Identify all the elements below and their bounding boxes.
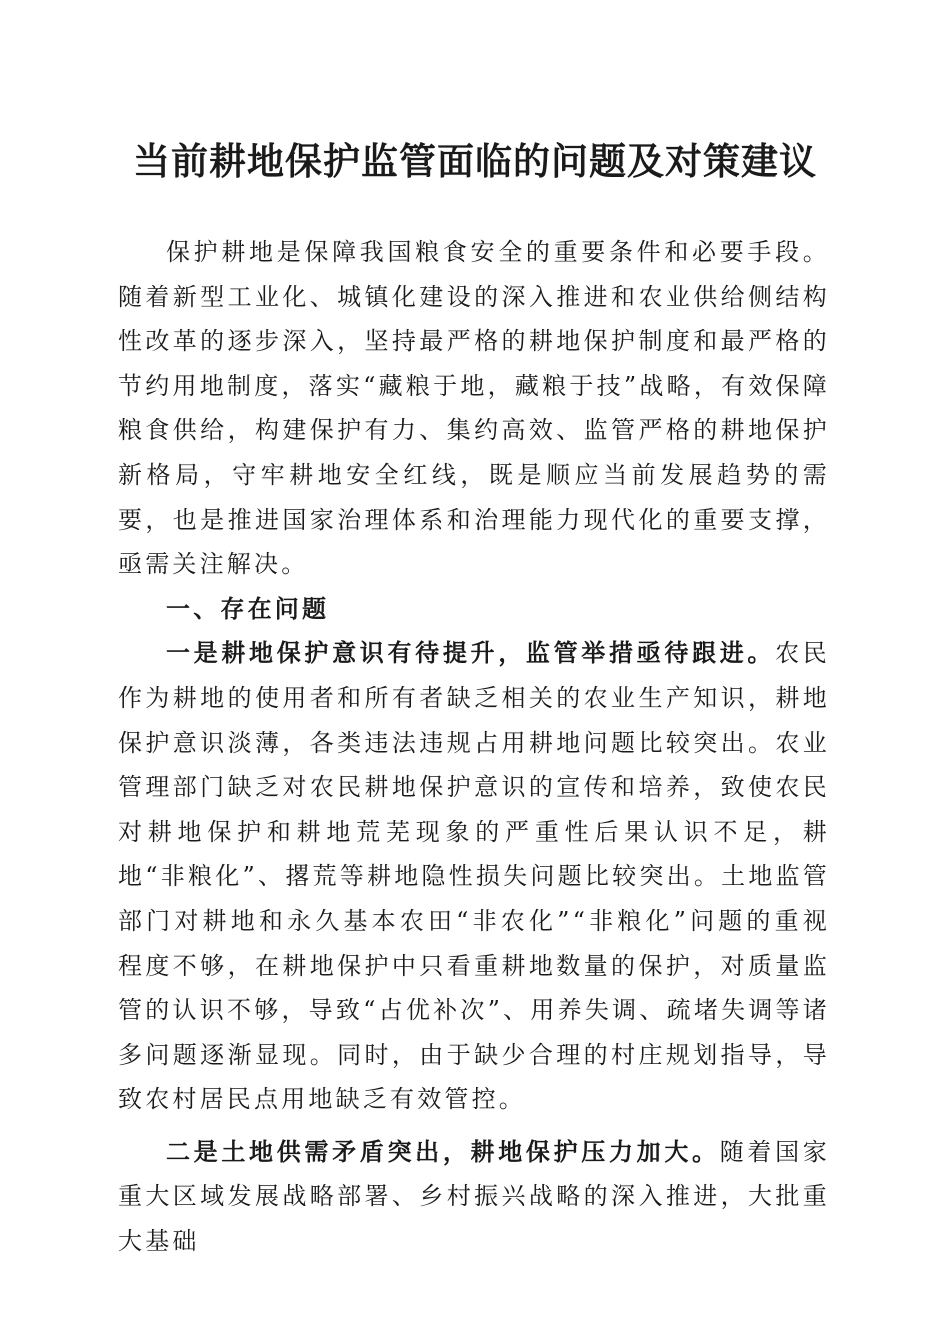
section-heading: 一、存在问题 (166, 594, 330, 623)
problem-paragraph-2 (118, 1130, 830, 1264)
document-title: 当前耕地保护监管面临的问题及对策建议 (133, 140, 817, 183)
paragraph-text: 农民作为耕地的使用者和所有者缺乏相关的农业生产知识，耕地保护意识淡薄，各类违法违规占用耕地问题比较突出。农业管理部门缺乏对农民耕地保护意识的宣传和培养，致使农民对耕地保护和耕地荒芜现象的严重性后果认识不足，耕地“非粮化”、撂荒等耕地隐性损失问题比较突出。土地监管部门对耕地和永久基本农田“非农化”“非粮化”问题的重视程度不够，在耕地保护中只看重耕地数量的保护，对质量监管的认识不够，导致“占优补次”、用养失调、疏堵失调等诸多问题逐渐显现。同时，由于缺少合理的村庄规划指导，导致农村居民点用地缺乏有效管控。 (118, 639, 830, 1114)
problem-paragraph-1 (118, 631, 830, 1122)
document-body (118, 230, 830, 1264)
intro-paragraph: 保护耕地是保障我国粮食安全的重要条件和必要手段。随着新型工业化、城镇化建设的深入推进和农业供给侧结构性改革的逐步深入，坚持最严格的耕地保护制度和最严格的节约用地制度，落实“藏粮于地，藏粮于技”战略，有效保障粮食供给，构建保护有力、集约高效、监管严格的耕地保护新格局，守牢耕地安全红线，既是顺应当前发展趋势的需要，也是推进国家治理体系和治理能力现代化的重要支撑，亟需关注解决。 (118, 238, 830, 579)
paragraph-text: 随着国家重大区域发展战略部署、乡村振兴战略的深入推进，大批重大基础 (118, 1137, 830, 1256)
paragraph-gap (118, 1122, 830, 1130)
paragraph-lead: 一是耕地保护意识有待提升，监管举措亟待跟进。 (166, 638, 776, 668)
paragraph-lead: 二是土地供需矛盾突出，耕地保护压力加大。 (166, 1136, 720, 1166)
